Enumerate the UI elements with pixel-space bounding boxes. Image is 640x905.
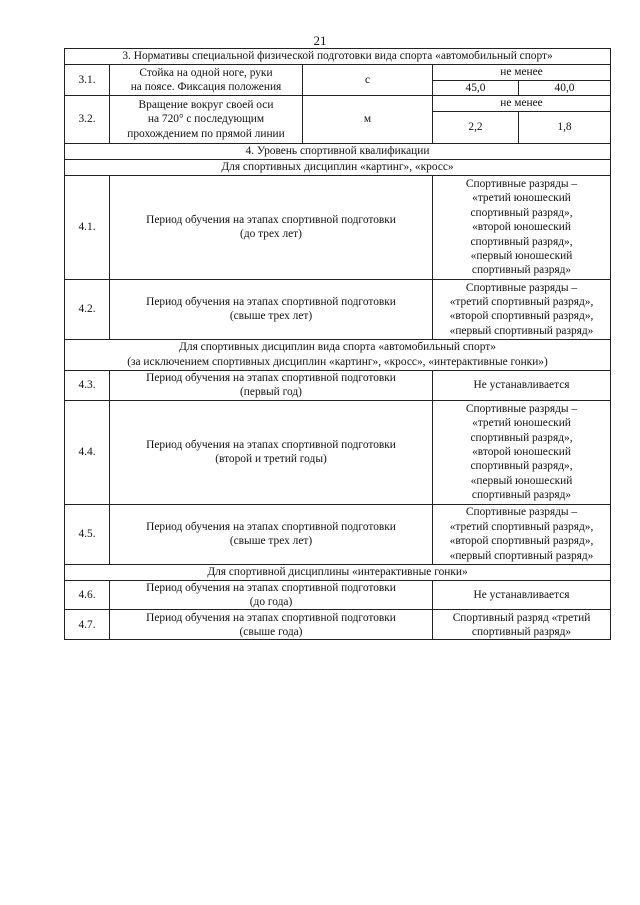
subsection-header-row <box>65 159 611 175</box>
text-line: Период обучения на этапах спортивной подготовки <box>146 371 396 384</box>
text-line: Спортивные разряды – <box>465 506 578 519</box>
text-line: (свыше года) <box>239 625 303 638</box>
qualification-requirement <box>433 400 611 504</box>
qualification-requirement <box>433 175 611 279</box>
text-line: спортивный разряд», <box>470 460 573 473</box>
qualification-requirement <box>433 580 611 610</box>
text-line: Не устанавливается <box>473 379 570 392</box>
subsection-title: Для спортивных дисциплин «картинг», «кросс» <box>65 159 611 175</box>
text-line: (свыше трех лет) <box>229 535 313 548</box>
text-line: спортивный разряд», <box>470 431 573 444</box>
norms-table <box>64 48 611 640</box>
text-line: Не устанавливается <box>473 588 570 601</box>
text-line: Спортивные разряды – <box>465 281 578 294</box>
text-line: «третий юношеский <box>472 192 571 205</box>
text-line: (до года) <box>249 596 293 609</box>
table-row <box>65 65 611 81</box>
training-period <box>110 400 433 504</box>
text-line: «первый юношеский <box>470 249 573 262</box>
text-line: Период обучения на этапах спортивной подготовки <box>146 611 396 624</box>
row-number: 4.7. <box>65 610 110 640</box>
text-line: Период обучения на этапах спортивной подготовки <box>146 295 396 308</box>
qualification-requirement <box>433 279 611 339</box>
text-line: на 720° с последующим <box>147 113 265 126</box>
training-period <box>110 175 433 279</box>
table-row <box>65 504 611 564</box>
text-line: «первый спортивный разряд» <box>449 324 594 337</box>
text-line: Период обучения на этапах спортивной подготовки <box>146 438 396 451</box>
text-line: «третий юношеский <box>472 417 571 430</box>
table-row <box>65 175 611 279</box>
text-line: «второй спортивный разряд», <box>449 535 594 548</box>
section-4-title: 4. Уровень спортивной квалификации <box>65 143 611 159</box>
section-3-title: 3. Нормативы специальной физической подготовки вида спорта «автомобильный спорт» <box>65 49 611 65</box>
unit-cell: м <box>303 96 433 143</box>
section-4-header-row <box>65 143 611 159</box>
row-number: 3.1. <box>65 65 110 96</box>
page-number: 21 <box>313 33 327 48</box>
text-line: «второй юношеский <box>472 221 571 234</box>
norm-value: 45,0 <box>433 81 519 96</box>
qualification-requirement <box>433 610 611 640</box>
text-line: (первый год) <box>240 386 302 399</box>
table-row <box>65 580 611 610</box>
row-number: 4.4. <box>65 400 110 504</box>
subsection-header-row <box>65 339 611 370</box>
table-row <box>65 279 611 339</box>
table-row <box>65 96 611 111</box>
text-line: «первый юношеский <box>470 474 573 487</box>
row-number: 4.1. <box>65 175 110 279</box>
unit-cell: с <box>303 65 433 96</box>
text-line: «первый спортивный разряд» <box>449 549 594 562</box>
text-line: «третий спортивный разряд», <box>449 520 594 533</box>
text-line: Спортивные разряды – <box>465 177 578 190</box>
qualification-requirement <box>433 370 611 400</box>
table-row <box>65 610 611 640</box>
text-line: Для спортивных дисциплин вида спорта «автомобильный спорт» <box>179 341 496 354</box>
norm-value: 2,2 <box>433 111 519 143</box>
training-period <box>110 370 433 400</box>
row-number: 4.5. <box>65 504 110 564</box>
training-period <box>110 504 433 564</box>
text-line: прохождением по прямой линии <box>127 127 285 140</box>
text-line: «третий спортивный разряд», <box>449 295 594 308</box>
text-line: «второй юношеский <box>472 445 571 458</box>
row-number: 4.3. <box>65 370 110 400</box>
text-line: (второй и третий годы) <box>215 453 327 466</box>
text-line: Спортивные разряды – <box>465 402 578 415</box>
text-line: спортивный разряд», <box>470 235 573 248</box>
row-number: 4.2. <box>65 279 110 339</box>
training-period <box>110 610 433 640</box>
text-line: «второй спортивный разряд», <box>449 310 594 323</box>
norm-header: не менее <box>433 65 611 81</box>
text-line: Период обучения на этапах спортивной подготовки <box>146 213 396 226</box>
text-line: Период обучения на этапах спортивной подготовки <box>146 581 396 594</box>
subsection-title <box>65 339 611 370</box>
row-number: 4.6. <box>65 580 110 610</box>
exercise-name <box>110 65 303 96</box>
text-line: на поясе. Фиксация положения <box>130 81 282 94</box>
subsection-title: Для спортивной дисциплины «интерактивные гонки» <box>65 564 611 580</box>
training-period <box>110 279 433 339</box>
norm-value: 40,0 <box>519 81 611 96</box>
text-line: (свыше трех лет) <box>229 310 313 323</box>
text-line: Стойка на одной ноге, руки <box>139 66 273 79</box>
qualification-requirement <box>433 504 611 564</box>
norm-header: не менее <box>433 96 611 111</box>
text-line: спортивный разряд» <box>471 489 572 502</box>
text-line: спортивный разряд», <box>470 206 573 219</box>
subsection-header-row <box>65 564 611 580</box>
section-3-header-row <box>65 49 611 65</box>
text-line: Вращение вокруг своей оси <box>138 99 274 111</box>
text-line: Спортивный разряд «третий <box>452 611 591 624</box>
text-line: спортивный разряд» <box>471 625 572 638</box>
training-period <box>110 580 433 610</box>
table-row <box>65 370 611 400</box>
table-row <box>65 400 611 504</box>
exercise-name <box>110 96 303 143</box>
text-line: спортивный разряд» <box>471 264 572 277</box>
text-line: (до трех лет) <box>240 228 302 241</box>
norm-value: 1,8 <box>519 111 611 143</box>
text-line: (за исключением спортивных дисциплин «картинг», «кросс», «интерактивные гонки») <box>127 355 548 368</box>
row-number: 3.2. <box>65 96 110 143</box>
text-line: Период обучения на этапах спортивной подготовки <box>146 520 396 533</box>
